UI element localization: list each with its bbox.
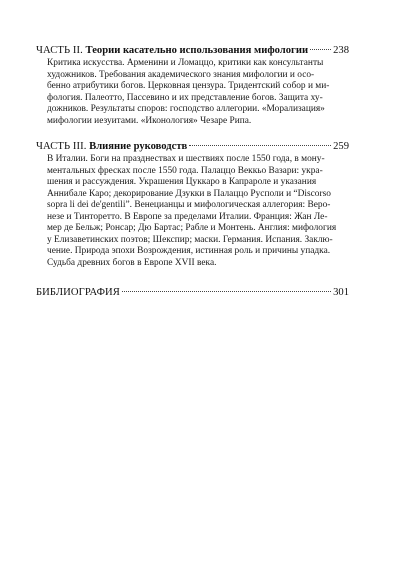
page-number: 301 — [333, 287, 349, 298]
part-title: Влияние руководств — [89, 141, 188, 152]
description-line: Судьба древних богов в Европе XVII века. — [47, 257, 217, 268]
description-line: В Италии. Боги на празднествах и шествиях после 1550 года, в мону- — [47, 154, 325, 164]
toc-entry-bibliography — [36, 286, 349, 299]
description-line: sopra li dei de'gentili”. Венецианцы и мифологическая аллегория: Веро- — [47, 200, 331, 211]
part-title: Теории касательно использования мифологии — [85, 45, 309, 56]
description-line: дожников. Результаты споров: господство аллегории. «Морализация» — [47, 104, 325, 115]
description-line: фология. Палеотто, Пассевино и их представление богов. Защита ху- — [47, 92, 323, 103]
description-line: шения и рассуждения. Украшения Цуккаро в Капрароле и указания — [47, 177, 317, 188]
description-line: Аннибале Каро; декорирование Дзукки в Палаццо Русполи и “Discorso — [47, 188, 331, 199]
toc-heading-label — [36, 286, 120, 299]
dot-leader — [310, 49, 331, 50]
toc-heading-bibliography — [36, 286, 349, 299]
part-number: ЧАСТЬ III. — [36, 141, 87, 152]
description-line: бенно атрибутики богов. Церковная цензура. Тридентский собор и ми- — [47, 81, 330, 92]
toc-entry-part-3 — [36, 140, 349, 269]
toc-heading-label — [36, 44, 308, 57]
toc-heading-part-2 — [36, 44, 349, 57]
toc-heading-part-3 — [36, 140, 349, 153]
page-number: 238 — [333, 45, 349, 56]
description-line: у Елизаветинских поэтов; Шекспир; маски. Германия. Испания. Заклю- — [47, 234, 333, 245]
page-number: 259 — [333, 141, 349, 152]
bibliography-label: БИБЛИОГРАФИЯ — [36, 287, 120, 298]
toc-entry-part-2 — [36, 44, 349, 127]
dot-leader — [189, 145, 331, 146]
part-description — [47, 154, 349, 269]
description-line: мифологии иезуитами. «Иконология» Чезаре Рипа. — [47, 115, 252, 126]
dot-leader — [122, 291, 331, 292]
part-description — [47, 58, 349, 127]
description-line: Критика искусства. Арменини и Ломаццо, критики как консультанты — [47, 58, 324, 68]
description-line: ментальных фресках после 1550 года. Палаццо Веккьо Вазари: укра- — [47, 165, 323, 176]
part-number: ЧАСТЬ II. — [36, 45, 83, 56]
description-line: незе и Тинторетто. В Европе за пределами Италии. Франция: Жан Ле- — [47, 211, 328, 222]
description-line: мер де Бельж; Ронсар; Дю Бартас; Рабле и Монтень. Англия: мифология — [47, 223, 337, 234]
toc-heading-label — [36, 140, 187, 153]
description-line: чение. Природа эпохи Возрождения, истинная роль и причины упадка. — [47, 246, 331, 257]
description-line: художников. Требования академического знания мифологии и осо- — [47, 69, 315, 80]
